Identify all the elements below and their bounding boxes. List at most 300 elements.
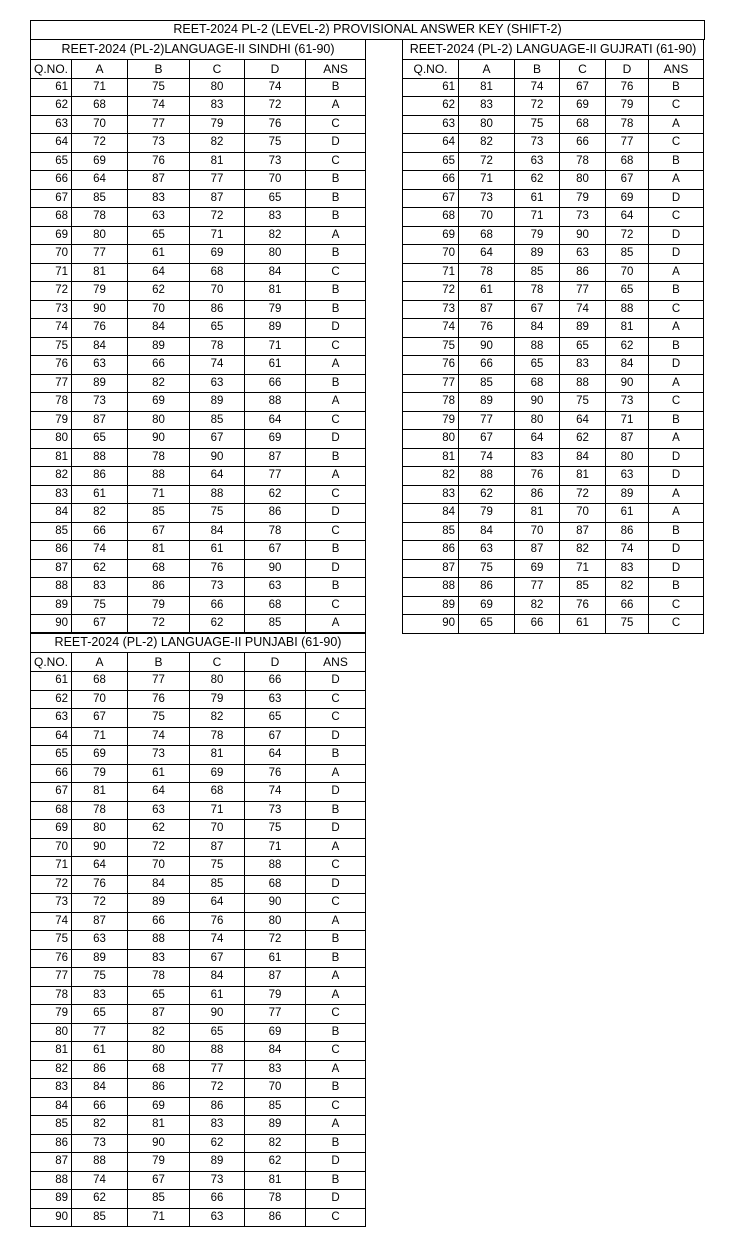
answer-cell: B	[649, 78, 704, 97]
option-cell: 89	[606, 485, 649, 504]
option-cell: 73	[190, 1171, 245, 1190]
option-cell: 88	[515, 337, 560, 356]
answer-cell: B	[306, 78, 366, 97]
option-cell: 73	[245, 801, 306, 820]
answer-cell: C	[649, 134, 704, 153]
question-number-cell: 73	[31, 300, 72, 319]
option-cell: 71	[72, 727, 128, 746]
option-cell: 78	[128, 968, 190, 987]
table-row	[403, 134, 704, 153]
answer-cell: A	[306, 912, 366, 931]
option-cell: 76	[128, 690, 190, 709]
option-cell: 77	[190, 171, 245, 190]
column-header: C	[190, 653, 245, 672]
answer-cell: B	[306, 448, 366, 467]
option-cell: 67	[515, 300, 560, 319]
table-row	[31, 690, 366, 709]
question-number-cell: 87	[31, 559, 72, 578]
question-number-cell: 84	[31, 1097, 72, 1116]
option-cell: 61	[128, 245, 190, 264]
answer-cell: A	[649, 171, 704, 190]
table-row	[31, 393, 366, 412]
option-cell: 73	[128, 746, 190, 765]
option-cell: 76	[245, 115, 306, 134]
answer-cell: D	[306, 559, 366, 578]
option-cell: 80	[72, 226, 128, 245]
question-number-cell: 69	[31, 820, 72, 839]
option-cell: 63	[560, 245, 606, 264]
answer-cell: D	[649, 559, 704, 578]
option-cell: 73	[515, 134, 560, 153]
answer-cell: A	[306, 393, 366, 412]
table-row	[31, 97, 366, 116]
option-cell: 84	[459, 522, 515, 541]
option-cell: 76	[72, 875, 128, 894]
option-cell: 63	[128, 208, 190, 227]
question-number-cell: 74	[31, 912, 72, 931]
column-header: Q.NO.	[31, 59, 72, 78]
table-row	[403, 448, 704, 467]
option-cell: 80	[190, 672, 245, 691]
question-number-cell: 75	[31, 337, 72, 356]
sindhi-answer-table	[30, 39, 365, 634]
option-cell: 72	[245, 931, 306, 950]
table-row	[403, 430, 704, 449]
option-cell: 85	[606, 245, 649, 264]
option-cell: 69	[560, 97, 606, 116]
question-number-cell: 61	[31, 672, 72, 691]
option-cell: 64	[190, 467, 245, 486]
option-cell: 84	[72, 337, 128, 356]
table-row	[403, 300, 704, 319]
option-cell: 71	[190, 801, 245, 820]
option-cell: 84	[560, 448, 606, 467]
question-number-cell: 89	[31, 1190, 72, 1209]
option-cell: 69	[190, 245, 245, 264]
option-cell: 78	[515, 282, 560, 301]
option-cell: 78	[72, 801, 128, 820]
option-cell: 64	[515, 430, 560, 449]
option-cell: 72	[606, 226, 649, 245]
answer-cell: A	[649, 374, 704, 393]
answer-cell: D	[306, 1190, 366, 1209]
option-cell: 86	[72, 1060, 128, 1079]
option-cell: 62	[128, 282, 190, 301]
option-cell: 69	[128, 393, 190, 412]
table-row	[31, 820, 366, 839]
option-cell: 61	[606, 504, 649, 523]
option-cell: 84	[128, 875, 190, 894]
table-row	[31, 1079, 366, 1098]
question-number-cell: 77	[31, 968, 72, 987]
option-cell: 82	[128, 1023, 190, 1042]
answer-cell: B	[306, 171, 366, 190]
option-cell: 64	[190, 894, 245, 913]
option-cell: 65	[245, 189, 306, 208]
option-cell: 74	[245, 78, 306, 97]
table-row	[31, 356, 366, 375]
option-cell: 63	[128, 801, 190, 820]
option-cell: 61	[190, 986, 245, 1005]
option-cell: 68	[190, 783, 245, 802]
option-cell: 85	[459, 374, 515, 393]
question-number-cell: 80	[403, 430, 459, 449]
option-cell: 75	[560, 393, 606, 412]
option-cell: 87	[245, 448, 306, 467]
question-number-cell: 64	[31, 134, 72, 153]
option-cell: 88	[128, 467, 190, 486]
option-cell: 84	[128, 319, 190, 338]
option-cell: 64	[128, 263, 190, 282]
question-number-cell: 83	[31, 1079, 72, 1098]
option-cell: 88	[128, 931, 190, 950]
answer-cell: B	[306, 1023, 366, 1042]
question-number-cell: 71	[403, 263, 459, 282]
option-cell: 65	[72, 1005, 128, 1024]
option-cell: 74	[560, 300, 606, 319]
option-cell: 84	[606, 356, 649, 375]
table-row	[403, 467, 704, 486]
answer-cell: A	[649, 504, 704, 523]
option-cell: 72	[560, 485, 606, 504]
option-cell: 69	[72, 152, 128, 171]
option-cell: 77	[245, 1005, 306, 1024]
option-cell: 79	[515, 226, 560, 245]
option-cell: 68	[190, 263, 245, 282]
option-cell: 83	[72, 986, 128, 1005]
column-header: B	[515, 59, 560, 78]
option-cell: 83	[190, 97, 245, 116]
option-cell: 65	[72, 430, 128, 449]
option-cell: 62	[459, 485, 515, 504]
option-cell: 87	[128, 171, 190, 190]
option-cell: 85	[190, 411, 245, 430]
option-cell: 83	[128, 189, 190, 208]
option-cell: 78	[128, 448, 190, 467]
option-cell: 77	[606, 134, 649, 153]
option-cell: 85	[515, 263, 560, 282]
column-header: A	[72, 59, 128, 78]
table-row	[31, 541, 366, 560]
option-cell: 83	[72, 578, 128, 597]
option-cell: 70	[245, 171, 306, 190]
table-row	[31, 727, 366, 746]
table-row	[31, 801, 366, 820]
question-number-cell: 73	[403, 300, 459, 319]
answer-cell: D	[306, 1153, 366, 1172]
option-cell: 63	[72, 356, 128, 375]
column-header: Q.NO.	[31, 653, 72, 672]
option-cell: 85	[72, 1208, 128, 1227]
option-cell: 66	[72, 1097, 128, 1116]
option-cell: 70	[72, 115, 128, 134]
table-row	[403, 596, 704, 615]
answer-cell: D	[306, 430, 366, 449]
option-cell: 81	[560, 467, 606, 486]
option-cell: 82	[190, 709, 245, 728]
answer-cell: C	[306, 690, 366, 709]
option-cell: 62	[128, 820, 190, 839]
question-number-cell: 68	[31, 208, 72, 227]
column-header: A	[459, 59, 515, 78]
option-cell: 76	[190, 912, 245, 931]
table-row	[403, 263, 704, 282]
question-number-cell: 81	[31, 1042, 72, 1061]
option-cell: 86	[190, 1097, 245, 1116]
option-cell: 66	[72, 522, 128, 541]
answer-cell: D	[649, 448, 704, 467]
option-cell: 83	[459, 97, 515, 116]
gujrati-table	[402, 39, 704, 634]
answer-cell: B	[306, 300, 366, 319]
option-cell: 65	[128, 226, 190, 245]
option-cell: 74	[128, 97, 190, 116]
option-cell: 61	[128, 764, 190, 783]
answer-cell: D	[306, 875, 366, 894]
option-cell: 75	[606, 615, 649, 634]
answer-cell: D	[649, 245, 704, 264]
option-cell: 80	[190, 78, 245, 97]
option-cell: 89	[190, 1153, 245, 1172]
answer-cell: C	[306, 596, 366, 615]
question-number-cell: 82	[31, 1060, 72, 1079]
question-number-cell: 62	[31, 690, 72, 709]
table-row	[31, 485, 366, 504]
option-cell: 85	[128, 1190, 190, 1209]
option-cell: 67	[128, 522, 190, 541]
answer-cell: C	[306, 1097, 366, 1116]
option-cell: 65	[515, 356, 560, 375]
option-cell: 80	[515, 411, 560, 430]
option-cell: 79	[190, 690, 245, 709]
answer-cell: A	[306, 1116, 366, 1135]
option-cell: 76	[459, 319, 515, 338]
option-cell: 82	[606, 578, 649, 597]
option-cell: 70	[560, 504, 606, 523]
option-cell: 89	[72, 374, 128, 393]
question-number-cell: 84	[403, 504, 459, 523]
question-number-cell: 66	[31, 764, 72, 783]
option-cell: 68	[128, 559, 190, 578]
option-cell: 61	[245, 949, 306, 968]
question-number-cell: 69	[31, 226, 72, 245]
option-cell: 86	[515, 485, 560, 504]
answer-cell: B	[306, 1171, 366, 1190]
option-cell: 89	[128, 337, 190, 356]
answer-cell: A	[306, 356, 366, 375]
table-row	[403, 615, 704, 634]
table-row	[31, 1023, 366, 1042]
option-cell: 71	[459, 171, 515, 190]
option-cell: 76	[190, 559, 245, 578]
option-cell: 68	[245, 596, 306, 615]
option-cell: 69	[128, 1097, 190, 1116]
option-cell: 82	[190, 134, 245, 153]
option-cell: 73	[72, 393, 128, 412]
option-cell: 74	[190, 356, 245, 375]
option-cell: 66	[245, 672, 306, 691]
question-number-cell: 65	[31, 152, 72, 171]
table-row	[403, 152, 704, 171]
question-number-cell: 87	[31, 1153, 72, 1172]
option-cell: 67	[560, 78, 606, 97]
answer-cell: A	[649, 319, 704, 338]
question-number-cell: 61	[403, 78, 459, 97]
option-cell: 84	[245, 1042, 306, 1061]
question-number-cell: 63	[31, 709, 72, 728]
option-cell: 87	[245, 968, 306, 987]
answer-cell: C	[306, 894, 366, 913]
column-header: B	[128, 59, 190, 78]
option-cell: 87	[190, 189, 245, 208]
option-cell: 72	[190, 1079, 245, 1098]
table-row	[403, 319, 704, 338]
option-cell: 72	[190, 208, 245, 227]
option-cell: 81	[245, 282, 306, 301]
question-number-cell: 89	[31, 596, 72, 615]
option-cell: 68	[72, 97, 128, 116]
table-row	[31, 1097, 366, 1116]
option-cell: 77	[128, 672, 190, 691]
answer-cell: D	[649, 189, 704, 208]
option-cell: 62	[72, 1190, 128, 1209]
table-row	[31, 1060, 366, 1079]
answer-cell: C	[306, 522, 366, 541]
option-cell: 70	[190, 282, 245, 301]
option-cell: 89	[190, 393, 245, 412]
option-cell: 84	[72, 1079, 128, 1098]
option-cell: 85	[128, 504, 190, 523]
option-cell: 88	[245, 857, 306, 876]
option-cell: 65	[190, 319, 245, 338]
option-cell: 66	[190, 596, 245, 615]
answer-cell: C	[306, 1005, 366, 1024]
table-row	[31, 746, 366, 765]
option-cell: 70	[245, 1079, 306, 1098]
table-row	[403, 356, 704, 375]
table-row	[31, 467, 366, 486]
answer-cell: A	[306, 968, 366, 987]
table-row	[31, 245, 366, 264]
answer-cell: D	[306, 727, 366, 746]
option-cell: 62	[515, 171, 560, 190]
table-row	[403, 226, 704, 245]
option-cell: 73	[245, 152, 306, 171]
answer-cell: B	[306, 541, 366, 560]
option-cell: 72	[128, 615, 190, 634]
answer-cell: C	[306, 337, 366, 356]
option-cell: 89	[72, 949, 128, 968]
left-column	[30, 39, 365, 1228]
option-cell: 78	[606, 115, 649, 134]
option-cell: 88	[190, 1042, 245, 1061]
table-row	[31, 189, 366, 208]
option-cell: 81	[245, 1171, 306, 1190]
question-number-cell: 72	[403, 282, 459, 301]
option-cell: 90	[606, 374, 649, 393]
option-cell: 74	[515, 78, 560, 97]
option-cell: 90	[190, 448, 245, 467]
option-cell: 73	[560, 208, 606, 227]
option-cell: 66	[128, 356, 190, 375]
sindhi-table	[30, 39, 366, 634]
option-cell: 89	[515, 245, 560, 264]
answer-cell: A	[306, 838, 366, 857]
option-cell: 72	[459, 152, 515, 171]
question-number-cell: 70	[403, 245, 459, 264]
option-cell: 89	[560, 319, 606, 338]
option-cell: 76	[245, 764, 306, 783]
question-number-cell: 90	[31, 1208, 72, 1227]
option-cell: 88	[72, 1153, 128, 1172]
option-cell: 75	[515, 115, 560, 134]
option-cell: 62	[245, 1153, 306, 1172]
option-cell: 85	[245, 615, 306, 634]
column-header: ANS	[649, 59, 704, 78]
punjabi-table	[30, 632, 366, 1227]
answer-cell: B	[306, 1134, 366, 1153]
option-cell: 77	[245, 467, 306, 486]
answer-cell: B	[306, 931, 366, 950]
question-number-cell: 88	[31, 578, 72, 597]
option-cell: 63	[515, 152, 560, 171]
table-row	[31, 374, 366, 393]
answer-cell: D	[306, 783, 366, 802]
answer-cell: B	[306, 578, 366, 597]
table-row	[403, 393, 704, 412]
option-cell: 81	[190, 746, 245, 765]
option-cell: 80	[606, 448, 649, 467]
option-cell: 87	[515, 541, 560, 560]
table-row	[31, 764, 366, 783]
column-header: D	[245, 653, 306, 672]
question-number-cell: 70	[31, 245, 72, 264]
table-title: REET-2024 (PL-2)LANGUAGE-II SINDHI (61-90)	[31, 39, 366, 59]
option-cell: 79	[72, 282, 128, 301]
option-cell: 77	[515, 578, 560, 597]
option-cell: 77	[560, 282, 606, 301]
option-cell: 64	[459, 245, 515, 264]
question-number-cell: 87	[403, 559, 459, 578]
option-cell: 90	[560, 226, 606, 245]
option-cell: 65	[245, 709, 306, 728]
option-cell: 83	[128, 949, 190, 968]
option-cell: 80	[459, 115, 515, 134]
option-cell: 86	[190, 300, 245, 319]
option-cell: 71	[190, 226, 245, 245]
option-cell: 87	[190, 838, 245, 857]
question-number-cell: 72	[31, 282, 72, 301]
option-cell: 68	[560, 115, 606, 134]
table-row	[403, 208, 704, 227]
table-row	[31, 134, 366, 153]
option-cell: 77	[459, 411, 515, 430]
option-cell: 67	[245, 727, 306, 746]
table-row	[403, 374, 704, 393]
answer-cell: A	[306, 615, 366, 634]
question-number-cell: 72	[31, 875, 72, 894]
table-row	[403, 504, 704, 523]
table-row	[31, 912, 366, 931]
option-cell: 68	[128, 1060, 190, 1079]
table-row	[403, 78, 704, 97]
option-cell: 83	[190, 1116, 245, 1135]
answer-cell: B	[306, 245, 366, 264]
column-header: A	[72, 653, 128, 672]
answer-cell: C	[306, 1042, 366, 1061]
option-cell: 66	[560, 134, 606, 153]
option-cell: 81	[606, 319, 649, 338]
